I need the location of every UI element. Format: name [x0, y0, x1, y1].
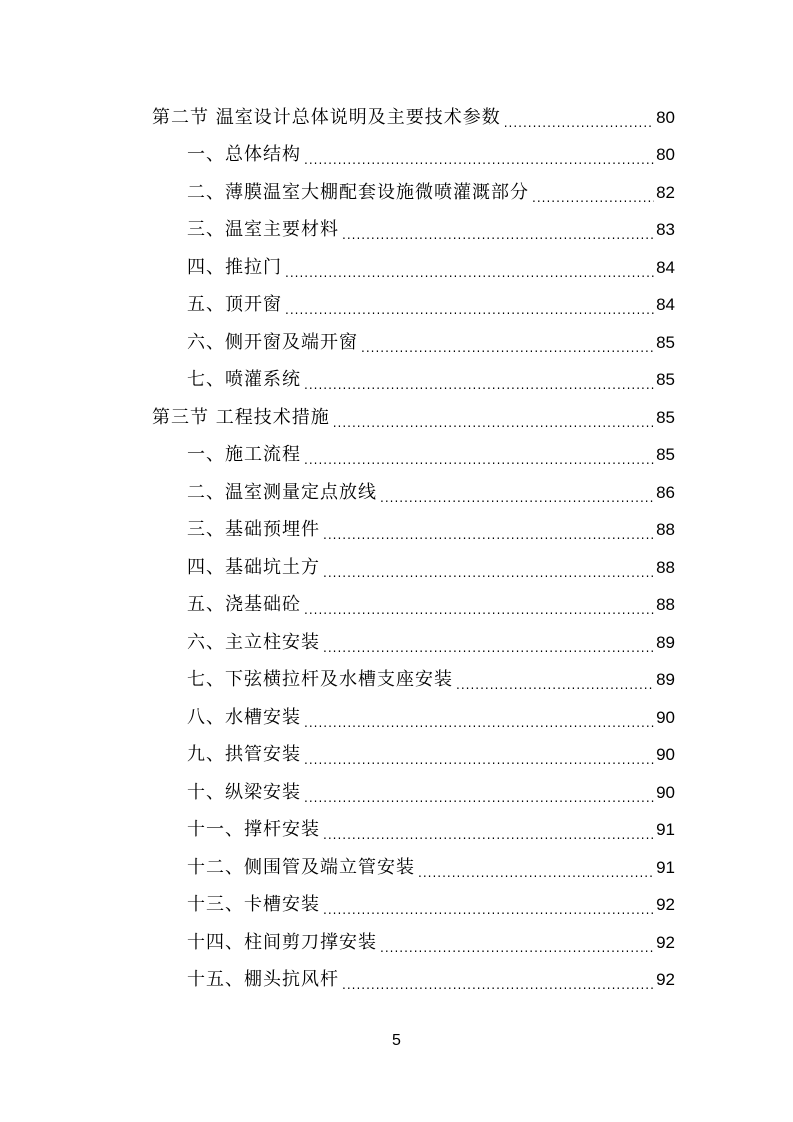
toc-item-entry[interactable] — [187, 962, 675, 999]
toc-entry-page: 85 — [656, 370, 675, 389]
dot-leader — [323, 899, 654, 921]
toc-item-entry[interactable] — [187, 249, 675, 286]
toc-entry-page: 82 — [656, 182, 675, 202]
toc-entry-page: 92 — [656, 895, 675, 914]
toc-item-entry[interactable] — [187, 137, 675, 174]
toc-item-entry[interactable] — [187, 812, 675, 849]
toc-entry-page: 88 — [656, 557, 675, 577]
toc-entry-label: 一、施工流程 — [187, 444, 301, 465]
dot-leader — [342, 974, 654, 996]
toc-entry-label: 五、顶开窗 — [187, 294, 282, 315]
toc-entry-label: 四、基础坑土方 — [187, 556, 320, 578]
toc-entry-label: 一、总体结构 — [187, 144, 301, 165]
toc-entry-page: 80 — [656, 107, 675, 127]
toc-item-entry[interactable] — [187, 849, 675, 886]
toc-entry-page: 90 — [656, 745, 675, 764]
toc-entry-page: 88 — [656, 595, 675, 614]
dot-leader — [456, 674, 654, 696]
toc-item-entry[interactable] — [187, 474, 675, 511]
toc-entry-page: 85 — [656, 407, 675, 427]
toc-item-entry[interactable] — [187, 437, 675, 474]
toc-entry-label: 第三节 工程技术措施 — [152, 406, 330, 428]
toc-entry-label: 八、水槽安装 — [187, 706, 301, 728]
toc-item-entry[interactable] — [187, 662, 675, 699]
toc-section-entry[interactable] — [152, 99, 675, 136]
toc-entry-page: 88 — [656, 520, 675, 539]
toc-item-entry[interactable] — [187, 324, 675, 361]
toc-entry-page: 83 — [656, 220, 675, 239]
toc-entry-label: 九、拱管安装 — [187, 744, 301, 765]
toc-item-entry[interactable] — [187, 549, 675, 586]
toc-entry-label: 五、浇基础砼 — [187, 594, 301, 615]
toc-entry-page: 85 — [656, 332, 675, 352]
dot-leader — [380, 487, 654, 509]
dot-leader — [323, 637, 654, 659]
dot-leader — [304, 599, 654, 621]
toc-item-entry[interactable] — [187, 737, 675, 774]
toc-section-entry[interactable] — [152, 399, 675, 436]
toc-entry-label: 七、喷灌系统 — [187, 369, 301, 390]
dot-leader — [323, 562, 654, 584]
dot-leader — [304, 374, 654, 396]
toc-item-entry[interactable] — [187, 887, 675, 924]
toc-entry-label: 七、下弦横拉杆及水槽支座安装 — [187, 669, 453, 690]
dot-leader — [304, 787, 654, 809]
dot-leader — [532, 187, 654, 209]
toc-entry-page: 86 — [656, 482, 675, 502]
toc-item-entry[interactable] — [187, 624, 675, 661]
page-number: 5 — [392, 1032, 401, 1049]
dot-leader — [504, 112, 654, 134]
dot-leader — [285, 262, 654, 284]
toc-entry-page: 84 — [656, 257, 675, 277]
toc-item-entry[interactable] — [187, 362, 675, 399]
toc-entry-label: 四、推拉门 — [187, 256, 282, 278]
toc-entry-label: 二、温室测量定点放线 — [187, 481, 377, 503]
dot-leader — [323, 524, 654, 546]
toc-entry-page: 91 — [656, 820, 675, 839]
toc-entry-page: 84 — [656, 295, 675, 314]
toc-item-entry[interactable] — [187, 587, 675, 624]
dot-leader — [304, 712, 654, 734]
dot-leader — [418, 862, 654, 884]
dot-leader — [333, 412, 654, 434]
dot-leader — [361, 337, 654, 359]
toc-entry-page: 85 — [656, 445, 675, 464]
toc-entry-page: 92 — [656, 932, 675, 952]
table-of-contents — [0, 99, 793, 999]
toc-item-entry[interactable] — [187, 287, 675, 324]
dot-leader — [304, 149, 654, 171]
dot-leader — [285, 299, 654, 321]
toc-entry-page: 89 — [656, 670, 675, 689]
dot-leader — [304, 449, 654, 471]
toc-item-entry[interactable] — [187, 512, 675, 549]
toc-entry-label: 十四、柱间剪刀撑安装 — [187, 931, 377, 953]
toc-entry-label: 三、温室主要材料 — [187, 219, 339, 240]
toc-entry-label: 十五、棚头抗风杆 — [187, 969, 339, 990]
toc-entry-page: 89 — [656, 632, 675, 652]
toc-item-entry[interactable] — [187, 924, 675, 961]
toc-item-entry[interactable] — [187, 774, 675, 811]
toc-entry-label: 十二、侧围管及端立管安装 — [187, 856, 415, 878]
toc-entry-page: 90 — [656, 782, 675, 802]
dot-leader — [304, 749, 654, 771]
toc-entry-label: 六、侧开窗及端开窗 — [187, 331, 358, 353]
toc-entry-label: 十一、撑杆安装 — [187, 819, 320, 840]
toc-entry-label: 三、基础预埋件 — [187, 519, 320, 540]
toc-entry-page: 80 — [656, 145, 675, 164]
toc-entry-label: 十、纵梁安装 — [187, 781, 301, 803]
toc-entry-label: 二、薄膜温室大棚配套设施微喷灌溉部分 — [187, 181, 529, 203]
toc-entry-label: 六、主立柱安装 — [187, 631, 320, 653]
dot-leader — [342, 224, 654, 246]
toc-entry-page: 90 — [656, 707, 675, 727]
dot-leader — [323, 824, 654, 846]
toc-entry-label: 十三、卡槽安装 — [187, 894, 320, 915]
toc-entry-page: 91 — [656, 857, 675, 877]
toc-item-entry[interactable] — [187, 212, 675, 249]
toc-item-entry[interactable] — [187, 699, 675, 736]
toc-entry-page: 92 — [656, 970, 675, 989]
toc-entry-label: 第二节 温室设计总体说明及主要技术参数 — [152, 106, 501, 128]
dot-leader — [380, 937, 654, 959]
toc-item-entry[interactable] — [187, 174, 675, 211]
